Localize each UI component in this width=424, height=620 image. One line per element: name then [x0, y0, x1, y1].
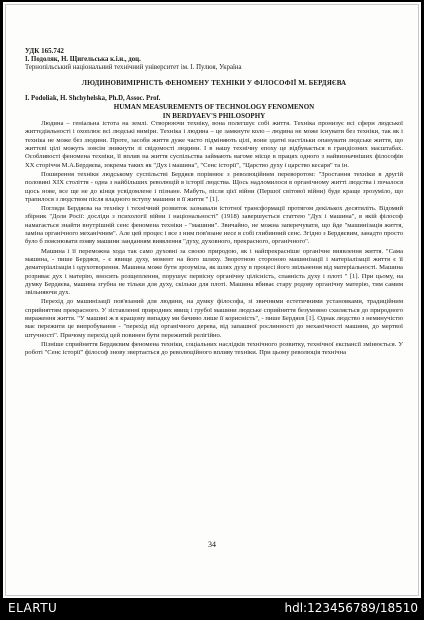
- title-ua: ЛЮДИНОВИМІРНІСТЬ ФЕНОМЕНУ ТЕХНІКИ У ФІЛОСОФІЇ М. БЕРДЯЄВА: [81, 78, 347, 87]
- authors-en: I. Podoliak, H. Shchyhelska, Ph.D, Assoc. Prof.: [25, 95, 161, 103]
- affiliation: Тернопільський національний технічний університет ім. І. Пулюя, Україна: [25, 64, 242, 72]
- handle-id: hdl:123456789/18510: [284, 601, 418, 615]
- authors-ua: І. Подоляк, Н. Щигельська к.і.н., доц.: [25, 55, 141, 63]
- paragraph: Машина і її переможна хода так само духовні за своєю природою, як і найпрекрасніше органічне виявлення життя. "Сама машина, - пише Бердяєв, - є явище духу, момент на його шляху. Зворотною стороною машинізації і матеріалізації життя є її дематеріалізація і одухотворення. Машина може бути зрозуміла, як шлях духу в процесі його звільнення від матеріальності. Машина розриває дух і матерію, вносить розщеплення, порушує первісну органічну цілісність, спаяність духу і плоті " [1]. При цьому, на думку Бердяєва, машина згубна не тільки для духу, скільки для плоті. Машина вбиває стару родову органічну матерію, тим самим звільняючи дух.: [25, 247, 403, 297]
- paragraph: Погляди Бердяєва на техніку і технічний розвиток зазнавали істотної трансформації протягом декількох десятиліть. Відомий збірник "Доля Росії: досліди з психології війни і національності" (1918) завершується статтею "Дух і машина", в якій філософ намагається знайти внутрішній сенс феномена техніки - "машини". Звичайно, не можна заперечувати, що йде "машинізація життя, заміна органічного механічним". Але цей процес і все з ним пов'язане несе в собі глибинний сенс. Згідно з Бердяєвим, занадто просто було б пояснювати появу машини занданням виявлення "духу, духовного, прекрасного, органічного".: [25, 205, 403, 246]
- repository-name: ELARTU: [8, 601, 58, 615]
- title-en-line2: IN BERDYAEV'S PHILOSOPHY: [162, 111, 266, 120]
- paragraph: Перехід до машинізації пов'язаний для людини, на думку філософа, зі звичними естетичними установками, традиційним сприйняттям прекрасного. У зіставленні природних явищ і грубої машини людське сприйняття безумовно схиляється до природного вираження життя. "У машині ж в кращому випадку ми бачимо лише її корисність", - пише Бердяєв [1]. Однак людство з неминучістю має пережити це випробування - "перехід від органічного дерева, від запашної рослинності до механічності машини, до мертвої штучності". Причому перехід цей повинен бути пережитий релігійно.: [25, 298, 403, 339]
- footer-bar: [0, 598, 424, 620]
- paragraph: Пізніше сприйняття Бердяєвим феномена техніки, соціальних наслідків технічного розвитку, технічної експансії змінюється. У роботі "Сенс історії" філософ знову звертається до революційного впливу техніки. При цьому революція технічна: [25, 340, 403, 357]
- article-body: [25, 47, 403, 358]
- paragraph: Людина – геніальна істота на землі. Створюючи техніку, вона полегшує собі життя. Техніка пронизує всі сфери людської життєдіяльності і охоплює всі людські виміри. Техніка і людина – це замкнуте коло – людина не може існувати без техніки, так як і техніка не може без людини. Проте, засоби життя дуже часто підміняють цілі, вони здатні настільки опанувати людське життя, що життєві цілі можуть зовсім зникнути зі свідомості людини. І в нашу технічну епоху це відбувається в грандіозних масштабах. Особливості феномена техніки, її вплив на життя суспільства займають вагоме місце в працях одного з найвизначніших філософів XX сторіччя М.А.Бердяєва, зокрема таких як "Дух і машина", "Сенс історії", "Царство духу і царство кесаря" та ін.: [25, 120, 403, 169]
- page-number: 34: [208, 540, 216, 549]
- document-page: [3, 2, 421, 598]
- paragraph: Поширення техніки людському суспільстві Бердяєв порівнює з революційним переворотом: "Зростання техніки в другій половині XIX століття - одна з найбільших революцій в історії людства. Щось надломилося в органічному житті людства і почалося щось нове, все ще не до кінця усвідомлене і пізнане. Мабуть, після цієї війни (Першої світової війни) буде краще зрозуміло, що трапилося з людством після владного вступу машини в її життя " [1].: [25, 170, 403, 203]
- udk-code: УДК 165.742: [25, 47, 64, 55]
- title-en-line1: HUMAN MEASUREMENTS OF TECHNOLOGY FENOMENON: [113, 103, 315, 112]
